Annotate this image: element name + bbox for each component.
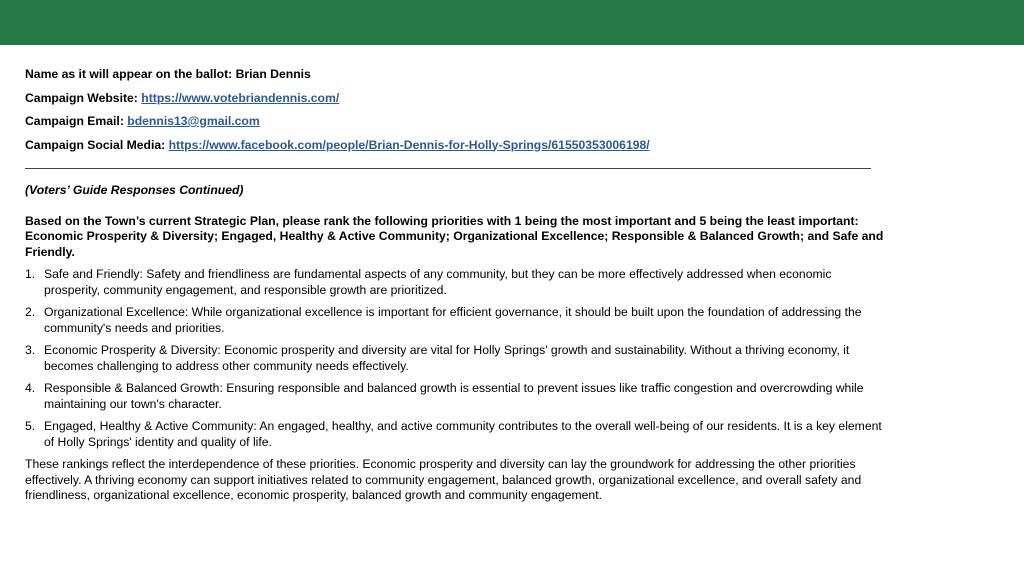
ballot-name-value: Brian Dennis xyxy=(235,67,311,81)
website-line xyxy=(25,91,885,107)
email-label: Campaign Email: xyxy=(25,114,124,128)
website-link[interactable]: https://www.votebriandennis.com/ xyxy=(141,90,340,105)
rank-number: 5. xyxy=(25,419,36,433)
rank-text: Safe and Friendly: Safety and friendliness are fundamental aspects of any community, but they can be more effectively addressed when economic prosperity, community engagement, and responsible growth are prioritized. xyxy=(44,267,832,297)
ballot-name-line xyxy=(25,67,885,83)
voters-guide-section xyxy=(25,183,885,504)
email-line xyxy=(25,114,885,130)
question-text: Based on the Town’s current Strategic Plan, please rank the following priorities with 1 being the most important and 5 being the least important: Economic Prosperity & Diversity; Engaged, Healthy & Active Community; Organizational Excellence; Responsible & Balanced Growth; and Safe and Friendly. xyxy=(25,213,884,259)
social-media-label: Campaign Social Media: xyxy=(25,137,166,152)
website-label: Campaign Website: xyxy=(25,90,138,105)
rank-number: 1. xyxy=(25,267,36,281)
closing-paragraph: These rankings reflect the interdependence of these priorities. Economic prosperity and diversity can lay the groundwork for addressing the other priorities effectively. A thriving economy can support initiatives related to community engagement, balanced growth, organizational excellence, and overall safety and friendliness, organizational excellence, economic prosperity, balanced growth and community engagement. xyxy=(25,457,862,502)
candidate-info xyxy=(25,67,885,161)
list-item xyxy=(25,343,885,374)
list-item xyxy=(25,267,885,298)
list-item xyxy=(25,419,885,450)
social-media-link[interactable]: https://www.facebook.com/people/Brian-Dennis-for-Holly-Springs/61550353006198/ xyxy=(168,137,650,152)
rank-number: 2. xyxy=(25,305,36,319)
rank-number: 4. xyxy=(25,381,36,395)
rank-text: Economic Prosperity & Diversity: Economic prosperity and diversity are vital for Holly Springs' growth and sustainability. Without a thriving economy, it becomes challenging to address other community needs effectively. xyxy=(44,343,850,373)
list-item xyxy=(25,305,885,336)
social-media-line xyxy=(25,138,885,154)
rank-text: Responsible & Balanced Growth: Ensuring responsible and balanced growth is essential to prevent issues like traffic congestion and overcrowding while maintaining our town's character. xyxy=(44,381,864,411)
ballot-name-label: Name as it will appear on the ballot: xyxy=(25,67,233,81)
rank-text: Engaged, Healthy & Active Community: An engaged, healthy, and active community contributes to the overall well-being of our residents. It is a key element of Holly Springs' identity and quality of life. xyxy=(44,419,882,449)
section-divider xyxy=(25,168,871,169)
header-bar xyxy=(0,0,1024,45)
email-link[interactable]: bdennis13@gmail.com xyxy=(127,114,260,128)
rank-number: 3. xyxy=(25,343,36,357)
continued-heading: (Voters’ Guide Responses Continued) xyxy=(25,183,244,197)
rankings-list xyxy=(25,267,885,450)
list-item xyxy=(25,381,885,412)
rank-text: Organizational Excellence: While organizational excellence is important for efficient governance, it should be built upon the foundation of addressing the community's needs and priorities. xyxy=(44,305,862,335)
